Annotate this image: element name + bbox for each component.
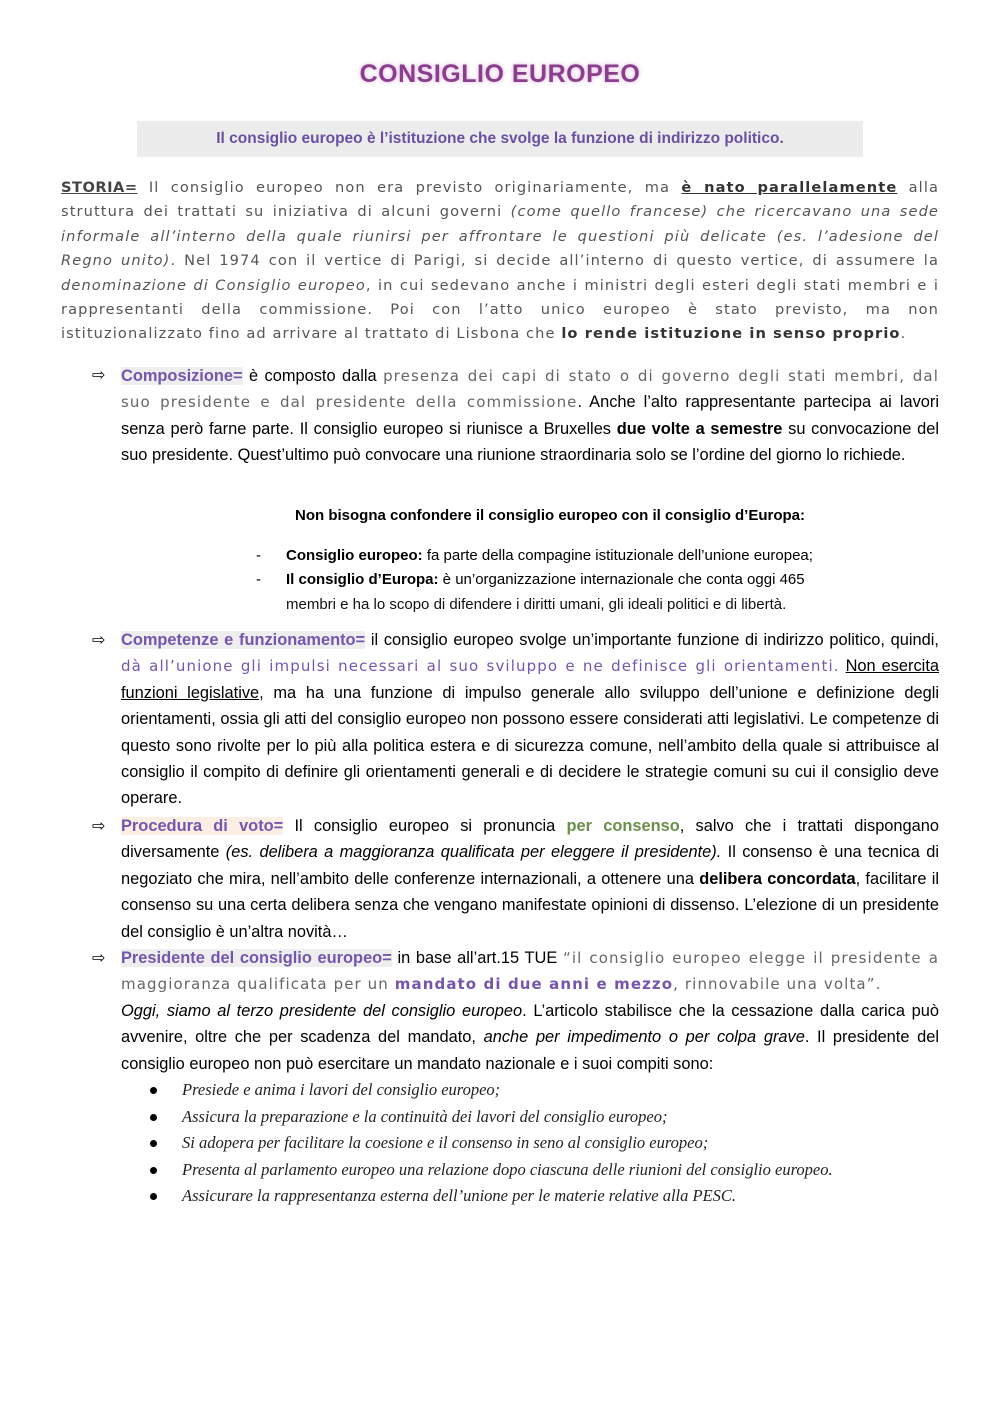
page-title: CONSIGLIO EUROPEO	[359, 60, 641, 88]
dash-bullet: -	[256, 571, 261, 588]
voto-paragraph	[121, 813, 939, 945]
nota-item-text: fa parte della compagine istituzionale dell’unione europea;	[422, 547, 813, 564]
list-item	[150, 1133, 950, 1160]
list-item-text: Si adopera per facilitare la coesione e il consenso in seno al consiglio europeo;	[182, 1133, 709, 1153]
composizione-bold: due volte a semestre	[616, 419, 783, 438]
list-item-text: Assicurare la rappresentanza esterna dell’unione per le materie relative alla PESC.	[182, 1186, 737, 1206]
voto-text: Il consiglio europeo si pronuncia	[283, 817, 567, 835]
nota-cut-line-wrapper	[256, 593, 946, 612]
competenze-underline: Non esercita funzioni legislative	[121, 657, 939, 702]
bullet-icon	[150, 1087, 157, 1094]
composizione-text: è composto dalla	[242, 367, 384, 385]
presidente-italic: anche per impedimento o per colpa grave	[483, 1028, 805, 1047]
competenze-label: Competenze e funzionamento=	[121, 631, 366, 649]
presidente-text: . Il presidente del consiglio europeo non può esercitare un mandato nazionale e i suoi compiti sono:	[121, 1028, 940, 1073]
competenze-text: , ma ha una funzione di impulso generale allo sviluppo dell’unione e definizione degli orientamenti, ossia gli atti del consiglio europeo non possono essere considerati atti legislativi. Le competenze di questo sono rivolte per lo più alla politica estera e di sicurezza comune, nell’ambito della quale si attribuisce al consiglio il compito di definire gli orientamenti generali e di decidere le strategie comuni su cui il consiglio deve operare.	[121, 683, 939, 808]
bullet-icon	[150, 1193, 157, 1200]
arrow-icon: ⇨	[92, 630, 106, 649]
presidente-label: Presidente del consiglio europeo=	[121, 949, 392, 967]
nota-item-bold: Consiglio europeo:	[286, 547, 423, 564]
bullet-icon	[150, 1167, 157, 1174]
voto-italic: (es. delibera a maggioranza qualificata per eleggere il presidente).	[225, 843, 722, 862]
presidente-quote: “il consiglio europeo elegge il presidente a maggioranza qualificata per un	[121, 949, 939, 994]
composizione-text: su convocazione del suo presidente. Quest’ultimo può convocare una riunione straordinaria solo se l’ordine del giorno lo richiede.	[121, 419, 939, 465]
list-item	[150, 1107, 950, 1134]
storia-italic: denominazione di Consiglio europeo	[61, 276, 366, 294]
nota-item-bold: Il consiglio d’Europa:	[286, 571, 439, 588]
subtitle-text: Il consiglio europeo è l’istituzione che svolge la funzione di indirizzo politico.	[216, 130, 784, 147]
storia-italic: (come quello francese) che ricercavano una sede informale all’interno della quale riunirsi per affrontare le questioni più delicate (es. l’adesione del Regno unito)	[61, 203, 940, 270]
arrow-icon: ⇨	[92, 948, 106, 967]
composizione-paragraph	[121, 363, 939, 469]
list-item-text: Presiede e anima i lavori del consiglio europeo;	[182, 1080, 501, 1099]
nota-cut-line: membri e ha lo scopo di difendere i diritti umani, gli ideali politici e di libertà.	[286, 596, 787, 612]
presidente-paragraph	[121, 945, 939, 1077]
presidente-compiti-list	[150, 1080, 950, 1213]
bullet-icon	[150, 1114, 157, 1121]
nota-item-text: è un’organizzazione internazionale che conta oggi 465	[438, 571, 805, 588]
storia-text: Il consiglio europeo non era previsto originariamente, ma	[137, 179, 682, 196]
storia-text: . Nel 1974 con il vertice di Parigi, si decide all’interno di questo vertice, di assumere la	[170, 252, 939, 270]
list-item	[150, 1160, 950, 1187]
list-item-text: Assicura la preparazione e la continuità dei lavori del consiglio europeo;	[182, 1106, 668, 1126]
nota-title: Non bisogna confondere il consiglio europeo con il consiglio d’Europa:	[295, 507, 806, 524]
storia-text: alla struttura dei trattati su iniziativa di alcuni governi	[61, 179, 940, 221]
competenze-paragraph	[121, 627, 939, 812]
voto-text: , salvo che i trattati dispongano diversamente	[121, 817, 940, 862]
subtitle-box	[137, 121, 863, 157]
composizione-text: . Anche l’alto rappresentante partecipa ai lavori senza però farne parte. Il consiglio europeo si riunisce a Bruxelles	[121, 393, 939, 438]
composizione-label: Composizione=	[121, 367, 243, 385]
storia-bold: lo rende istituzione in senso proprio	[561, 325, 901, 343]
presidente-quote: , rinnovabile una volta”.	[673, 975, 882, 994]
storia-text: , in cui sedevano anche i ministri degli esteri degli stati membri e i rappresentanti della commissione. Poi con l’atto unico europeo è stato previsto, ma non istituzionalizzato fino ad arrivare al trattato di Lisbona che	[61, 276, 939, 343]
storia-label: STORIA=	[61, 179, 138, 196]
storia-bold-underline: è nato parallelamente	[681, 179, 898, 196]
presidente-italic: Oggi, siamo al terzo presidente del consiglio europeo	[121, 1001, 523, 1020]
presidente-quote-bold: mandato di due anni e mezzo	[394, 975, 674, 994]
competenze-purple-text: dà all’unione gli impulsi necessari al suo sviluppo e ne definisce gli orientamenti.	[121, 657, 840, 676]
voto-text: Il consenso è una tecnica di negoziato che mira, nell’ambito delle conferenze internazionali, a ottenere una	[121, 843, 939, 888]
list-item	[150, 1080, 950, 1107]
bullet-icon	[150, 1140, 157, 1147]
voto-label: Procedura di voto=	[121, 817, 284, 835]
storia-text: .	[900, 325, 907, 343]
arrow-icon: ⇨	[92, 365, 106, 384]
presidente-text: . L’articolo stabilisce che la cessazione dalla carica può avvenire, oltre che per scadenza del mandato,	[121, 1001, 939, 1047]
dash-bullet: -	[256, 547, 261, 564]
storia-paragraph	[61, 176, 939, 347]
list-item	[150, 1186, 950, 1213]
composizione-grey-text: presenza dei capi di stato o di governo degli stati membri, dal suo presidente e dal presidente della commissione	[121, 367, 939, 412]
list-item-text: Presenta al parlamento europeo una relazione dopo ciascuna delle riunioni del consiglio europeo.	[182, 1159, 833, 1179]
arrow-icon: ⇨	[92, 816, 106, 835]
voto-bold: delibera concordata	[699, 869, 856, 888]
voto-green-text: per consenso	[566, 817, 680, 835]
voto-text: , facilitare il consenso su una certa delibera senza che vengano manifestate opinioni di dissenso. L’elezione di un presidente del consiglio è un’altra novità…	[121, 869, 939, 941]
competenze-text: il consiglio europeo svolge un’importante funzione di indirizzo politico, quindi,	[365, 631, 939, 649]
presidente-text: in base all’art.15 TUE	[391, 949, 564, 967]
